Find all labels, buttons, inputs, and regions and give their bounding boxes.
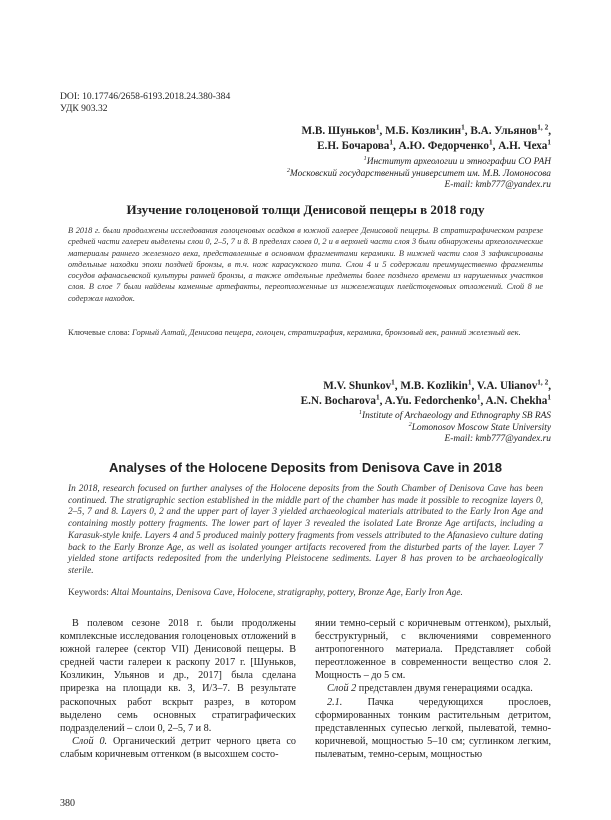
en-title: Analyses of the Holocene Deposits from Denisova Cave in 2018	[108, 460, 503, 475]
ru-title: Изучение голоценовой толщи Денисовой пещеры в 2018 году	[126, 202, 485, 217]
en-authors-line-1: M.V. Shunkov$^1$, M.B. Kozlikin$^1$, V.A. Ulianov$^{1, 2}$,	[323, 378, 551, 392]
author-name: A.N. Chekha	[485, 395, 548, 407]
author-name: А.Ю. Федорченко	[398, 140, 489, 152]
author-name: М.Б. Козликин	[385, 125, 462, 137]
author-name: V.A. Ulianov	[476, 380, 538, 392]
affiliation: $^2$Lomonosov Moscow State University	[408, 421, 551, 433]
email: E-mail: kmb777@yandex.ru	[444, 180, 551, 190]
en-keywords	[68, 588, 543, 600]
author-name: E.N. Bocharova	[300, 395, 376, 407]
affiliation: $^1$Institute of Archaeology and Ethnography SB RAS	[358, 409, 551, 421]
en-authors	[91, 379, 551, 409]
author-name: M.B. Kozlikin	[400, 380, 468, 392]
ru-authors-line-1: М.В. Шуньков$^1$, М.Б. Козликин$^1$, В.А. Ульянов$^{1, 2}$,	[301, 123, 551, 137]
author-name: М.В. Шуньков	[301, 125, 376, 137]
affiliation: $^2$Московский государственный университет им. М.В. Ломоносова	[286, 167, 551, 179]
author-name: M.V. Shunkov	[323, 380, 392, 392]
body-paragraph: В полевом сезоне 2018 г. были продолжены комплексные исследования голоценовых отложений в южной галерее (сектор VII) Денисовой пещеры. В средней части галереи к раскопу 2017 г. [Шуньков, Козликин, Ульянов и др., 2017] была сделана прирезка на площади кв. З, И/3–7. В результате раскопочных работ вскрыт разрез, в котором выделено семь основных стратиграфических подразделений – слои 0, 2–5, 7 и 8.	[60, 618, 296, 734]
body-paragraph: 2.1. Пачка чередующихся прослоев, сформированных тонким растительным детритом, представленных супесью легкой, пылеватой, темно-коричневой, мощностью 5–10 см; суглинком легким, пылеватым, темно-серым, мощностью	[315, 696, 551, 760]
author-name: A.Yu. Fedorchenko	[384, 395, 477, 407]
author-name: Е.Н. Бочарова	[317, 140, 390, 152]
en-authors-line-2: E.N. Bocharova$^1$, A.Yu. Fedorchenko$^1$, A.N. Chekha$^1$	[300, 393, 551, 407]
en-affiliations	[91, 411, 551, 446]
body-column-left	[60, 617, 296, 761]
body-column-right	[315, 617, 551, 761]
ru-authors-line-2: Е.Н. Бочарова$^1$, А.Ю. Федорченко$^1$, А.Н. Чеха$^1$	[317, 138, 551, 152]
keywords-list: Горный Алтай, Денисова пещера, голоцен, стратиграфия, керамика, бронзовый век, ранний железный век.	[132, 327, 521, 337]
en-abstract: In 2018, research focused on further analyses of the Holocene deposits from the South Chamber of Denisova Cave has been continued. The stratigraphic section established in the middle part of the chamber has made it possible to recognize layers 0, 2–5, 7 and 8. Layers 0, 2 and the upper part of layer 3 yielded archaeological materials attributed to the Early Iron Age and containing mostly pottery fragments. The lower part of layer 3 revealed the isolated Late Bronze Age artifacts, including a Karasuk-style knife. Layers 4 and 5 produced mainly pottery fragments from vessels attributed to the Afanasievo culture dating back to the Early Bronze Age, as well as isolated younger artifacts recovered from the disturbed parts of the layer. Layer 7 yielded stone artifacts redeposited from the underlying Pleistocene sediments. Layer 8 has proven to be archaeologically sterile.	[68, 484, 543, 576]
page-number: 380	[60, 798, 75, 809]
keywords-label: Keywords:	[68, 588, 109, 598]
ru-authors	[91, 124, 551, 154]
doi: DOI: 10.17746/2658-6193.2018.24.380-384	[60, 91, 231, 102]
email: E-mail: kmb777@yandex.ru	[444, 434, 551, 444]
ru-abstract: В 2018 г. были продолжены исследования голоценовых осадков в южной галерее Денисовой пещеры. В стратиграфическом разрезе средней части галереи выделены слои 0, 2–5, 7 и 8. В пределах слоев 0, 2 и в верхней части слоя 3 были обнаружены археологические материалы раннего железного века, представленные в основном фрагментами керамики. В нижней части слоя 3 зафиксированы отдельные находки эпохи поздней бронзы, в т.ч. нож карасукского типа. Слои 4 и 5 содержали преимущественно фрагменты сосудов афанасьевской культуры ранней бронзы, а также отдельные предметы более позднего времени из нарушенных участков слоя. В слое 7 были найдены каменные артефакты, переотложенные из нижележащих плейстоценовых отложений. Слой 8 не содержал находок.	[68, 226, 543, 303]
keywords-list: Altai Mountains, Denisova Cave, Holocene, stratigraphy, pottery, Bronze Age, Early Iron Age.	[111, 588, 463, 598]
author-name: В.А. Ульянов	[470, 125, 538, 137]
body-paragraph: Слой 2 представлен двумя генерациями осадка.	[327, 683, 533, 695]
udk: УДК 903.32	[60, 103, 108, 114]
body-paragraph: янии темно-серый с коричневым оттенком), рыхлый, бесструктурный, с включениями современного антропогенного материала. Представляет собой переотложенное в современности вещество слоя 2. Мощность – до 5 см.	[315, 618, 551, 682]
ru-keywords	[68, 327, 543, 339]
affiliation: $^1$Институт археологии и этнографии СО РАН	[363, 155, 551, 167]
ru-affiliations	[91, 157, 551, 192]
author-name: А.Н. Чеха	[498, 140, 548, 152]
keywords-label: Ключевые слова:	[68, 327, 130, 337]
body-paragraph: Слой 0. Органический детрит черного цвета со слабым коричневым оттенком (в высохшем состо-	[60, 735, 296, 760]
